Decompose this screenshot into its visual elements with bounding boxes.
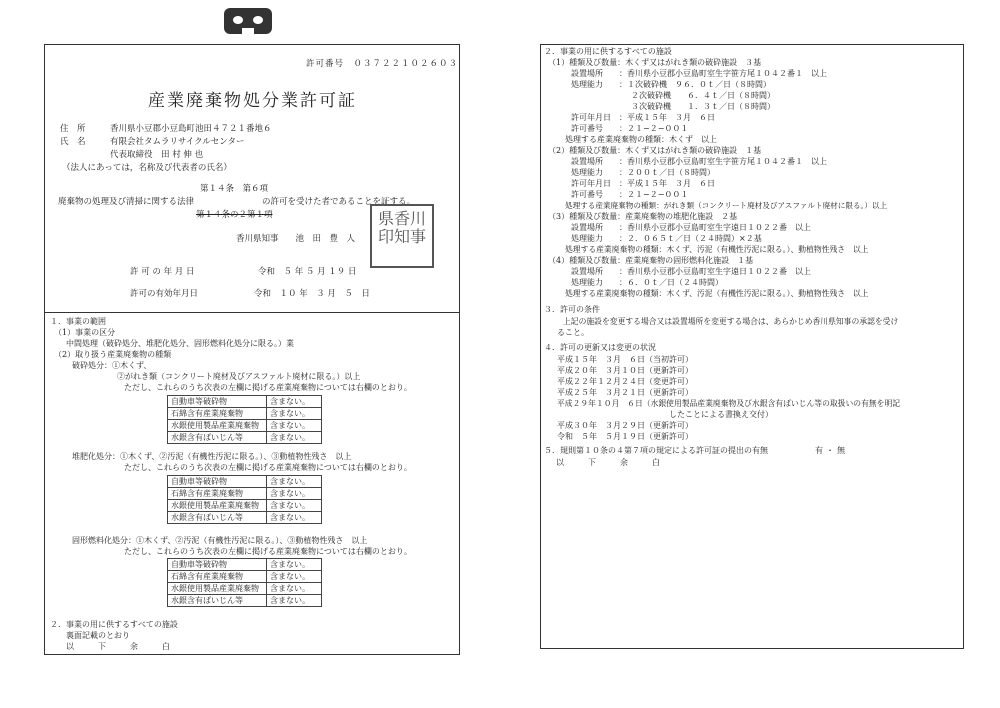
table-cell: 含まない。	[267, 432, 322, 444]
facility-3-waste-type: 処理する産業廃棄物の種類：木くず、汚泥（有機性汚泥に限る。）、動植物性残さ 以上	[565, 245, 869, 254]
renewal-item: 令和 ５年 ５月１９日（更新許可）	[557, 432, 693, 441]
conditions-text-1: 上記の施設を変更する場合又は設置場所を変更する場合は、あらかじめ香川県知事の承認を受け	[563, 317, 899, 326]
facility-3-place: 設置場所 ：香川県小豆郡小豆島町室生字遠日１０２２番 以上	[571, 223, 811, 232]
name-note: （法人にあっては，名称及び代表者の氏名）	[62, 163, 232, 173]
renewal-item: 平成２２年１２月２４日（変更許可）	[557, 377, 693, 386]
table-cell: 含まない。	[267, 476, 322, 488]
table-cell: 含まない。	[267, 559, 322, 571]
facility-3-capacity: 処理能力 ：２．０６５ｔ／日（２４時間）×２基	[571, 234, 762, 243]
facility-4-capacity: 処理能力 ：６．０ｔ／日（２４時間）	[571, 278, 723, 287]
table-row	[168, 488, 322, 500]
facility-2-waste-type: 処理する産業廃棄物の種類：がれき類（コンクリート廃材及びアスファルト廃材に限る。）以上	[565, 201, 888, 210]
table-row	[168, 432, 322, 444]
table-cell: 水銀使用製品産業廃棄物	[168, 500, 267, 512]
table-cell: 含まない。	[267, 500, 322, 512]
crushing-note: ただし、これらのうち次表の左欄に掲げる産業廃棄物については右欄のとおり。	[124, 383, 412, 392]
scan-blot	[222, 2, 274, 40]
table-row	[168, 512, 322, 524]
table-row	[168, 396, 322, 408]
facility-1-date: 許可年月日 ：平成１５年 ３月 ６日	[571, 113, 715, 122]
left-end-marker: 以 下 余 白	[66, 642, 170, 651]
table-cell: 自動車等破砕物	[168, 559, 267, 571]
facilities-text: 裏面記載のとおり	[66, 631, 130, 640]
submission-heading: ５．規則第１０条の４第７項の規定による許可証の提出の有無	[544, 446, 768, 455]
scope-heading: １．事業の範囲	[50, 317, 106, 326]
table-cell: 石綿含有産業廃棄物	[168, 408, 267, 420]
right-end-marker: 以 下 余 白	[556, 458, 660, 467]
facility-2-title: （2）種類及び数量：木くず又はがれき類の破砕施設 １基	[548, 146, 762, 155]
solid-fuel-exclusion-table	[167, 558, 322, 607]
facility-1-capacity-1: 処理能力 ：１次破砕機 ９６．０ｔ／日（８時間）	[571, 80, 771, 89]
permit-date-value: 令和 ５ 年 ５ 月 １９ 日	[258, 267, 357, 277]
law-text: 廃棄物の処理及び清掃に関する法律 の許可を受けた者であることを証する。	[58, 197, 416, 207]
law-struck-clause: 第１４条の２第１項	[196, 210, 273, 220]
table-cell: 水銀使用製品産業廃棄物	[168, 420, 267, 432]
table-cell: 石綿含有産業廃棄物	[168, 571, 267, 583]
facility-1-capacity-3: ３次破砕機 １．３ｔ／日（８時間）	[631, 102, 775, 111]
table-cell: 水銀含有ばいじん等	[168, 432, 267, 444]
law-article: 第１４条 第６項	[200, 184, 269, 194]
representative: 代表取締役 田 村 伸 也	[110, 150, 204, 160]
table-row	[168, 583, 322, 595]
table-cell: 含まない。	[267, 396, 322, 408]
facility-1-place: 設置場所 ：香川県小豆郡小豆島町室生字笹方尾１０４２番１ 以上	[571, 69, 827, 78]
table-cell: 含まない。	[267, 595, 322, 607]
table-row	[168, 559, 322, 571]
table-cell: 石綿含有産業廃棄物	[168, 488, 267, 500]
valid-date-value: 令和 １０ 年 ３ 月 ５ 日	[254, 289, 370, 299]
table-cell: 含まない。	[267, 488, 322, 500]
facilities-heading-right: ２．事業の用に供するすべての施設	[544, 47, 672, 56]
facility-1-title: （1）種類及び数量：木くず又はがれき類の破砕施設 ３基	[548, 58, 762, 67]
facility-2-capacity: 処理能力 ：２００ｔ／日（８時間）	[571, 168, 715, 177]
table-row	[168, 500, 322, 512]
table-row	[168, 420, 322, 432]
document-title: 産業廃棄物処分業許可証	[148, 91, 357, 111]
crushing-line-1: 破砕処分：①木くず、	[72, 361, 152, 370]
table-cell: 水銀使用製品産業廃棄物	[168, 583, 267, 595]
crushing-line-2: ②がれき類（コンクリート廃材及びアスファルト廃材に限る。）以上	[117, 372, 361, 381]
table-cell: 水銀含有ばいじん等	[168, 595, 267, 607]
address-label: 住 所	[60, 124, 86, 134]
facility-2-place: 設置場所 ：香川県小豆郡小豆島町室生字笹方尾１０４２番１ 以上	[571, 157, 827, 166]
facility-2-date: 許可年月日 ：平成１５年 ３月 ６日	[571, 179, 715, 188]
permit-number: 許可番号 ０３７２２１０２６０３	[306, 59, 459, 69]
governor: 香川県知事 池 田 豊 人	[236, 234, 356, 244]
renewal-item: 平成２５年 ３月２１日（更新許可）	[557, 388, 693, 397]
renewal-heading: ４．許可の更新又は変更の状況	[544, 343, 656, 352]
permit-date-label: 許 可 の 年 月 日	[130, 267, 195, 277]
solid-fuel-note: ただし、これらのうち次表の左欄に掲げる産業廃棄物については右欄のとおり。	[124, 547, 412, 556]
renewal-item: 平成２９年１０月 ６日（水銀使用製品産業廃棄物及び水銀含有ばいじん等の取扱いの有無を明記	[557, 399, 901, 408]
governor-seal	[370, 204, 434, 268]
facility-1-number: 許可番号 ：２１−２−００１	[571, 124, 689, 133]
conditions-heading: ３．許可の条件	[544, 305, 600, 314]
composting-line: 堆肥化処分：①木くず、②汚泥（有機性汚泥に限る。）、③動植物性残さ 以上	[72, 452, 352, 461]
solid-fuel-line: 固形燃料化処分：①木くず、②汚泥（有機性汚泥に限る。）、③動植物性残さ 以上	[72, 536, 368, 545]
valid-date-label: 許可の有効年月日	[130, 289, 199, 299]
company-name: 有限会社タムラリサイクルセンター	[110, 137, 245, 147]
table-row	[168, 476, 322, 488]
renewal-item: 平成１５年 ３月 ６日（当初許可）	[557, 355, 693, 364]
left-divider	[44, 312, 460, 313]
table-row	[168, 571, 322, 583]
facilities-heading: ２．事業の用に供するすべての施設	[50, 620, 178, 629]
renewal-item: したことによる書換え交付）	[557, 410, 773, 419]
renewal-item: 平成３０年 ３月２９日（更新許可）	[557, 421, 693, 430]
waste-types-label: （2）取り扱う産業廃棄物の種類	[54, 350, 172, 359]
business-category-label: （1）事業の区分	[54, 328, 116, 337]
table-cell: 含まない。	[267, 408, 322, 420]
conditions-text-2: ること。	[557, 328, 589, 337]
address-value: 香川県小豆郡小豆島町池田４７２１番地６	[110, 124, 272, 134]
table-cell: 含まない。	[267, 571, 322, 583]
facility-1-capacity-2: ２次破砕機 ６．４ｔ／日（８時間）	[631, 91, 775, 100]
facility-3-title: （3）種類及び数量：産業廃棄物の堆肥化施設 ２基	[548, 212, 738, 221]
table-cell: 含まない。	[267, 420, 322, 432]
table-cell: 自動車等破砕物	[168, 396, 267, 408]
crushing-exclusion-table	[167, 395, 322, 444]
facility-4-waste-type: 処理する産業廃棄物の種類：木くず、汚泥（有機性汚泥に限る。）、動植物性残さ 以上	[565, 289, 869, 298]
facility-2-number: 許可番号 ：２１−２−００１	[571, 190, 689, 199]
composting-note: ただし、これらのうち次表の左欄に掲げる産業廃棄物については右欄のとおり。	[124, 463, 412, 472]
renewal-item: 平成２０年 ３月１０日（更新許可）	[557, 366, 693, 375]
composting-exclusion-table	[167, 475, 322, 524]
table-cell: 含まない。	[267, 583, 322, 595]
business-category-text: 中間処理（破砕処分、堆肥化処分、固形燃料化処分に限る。）業	[66, 339, 294, 348]
seal-text: 県香川印知事	[377, 209, 426, 246]
submission-options: 有・無	[815, 446, 848, 455]
facility-1-waste-type: 処理する産業廃棄物の種類：木くず 以上	[565, 135, 717, 144]
facility-4-place: 設置場所 ：香川県小豆郡小豆島町室生字遠日１０２２番 以上	[571, 267, 811, 276]
facility-4-title: （4）種類及び数量：産業廃棄物の固形燃料化施設 １基	[548, 256, 754, 265]
name-label: 氏 名	[60, 137, 86, 147]
table-row	[168, 408, 322, 420]
table-cell: 含まない。	[267, 512, 322, 524]
table-row	[168, 595, 322, 607]
table-cell: 水銀含有ばいじん等	[168, 512, 267, 524]
table-cell: 自動車等破砕物	[168, 476, 267, 488]
